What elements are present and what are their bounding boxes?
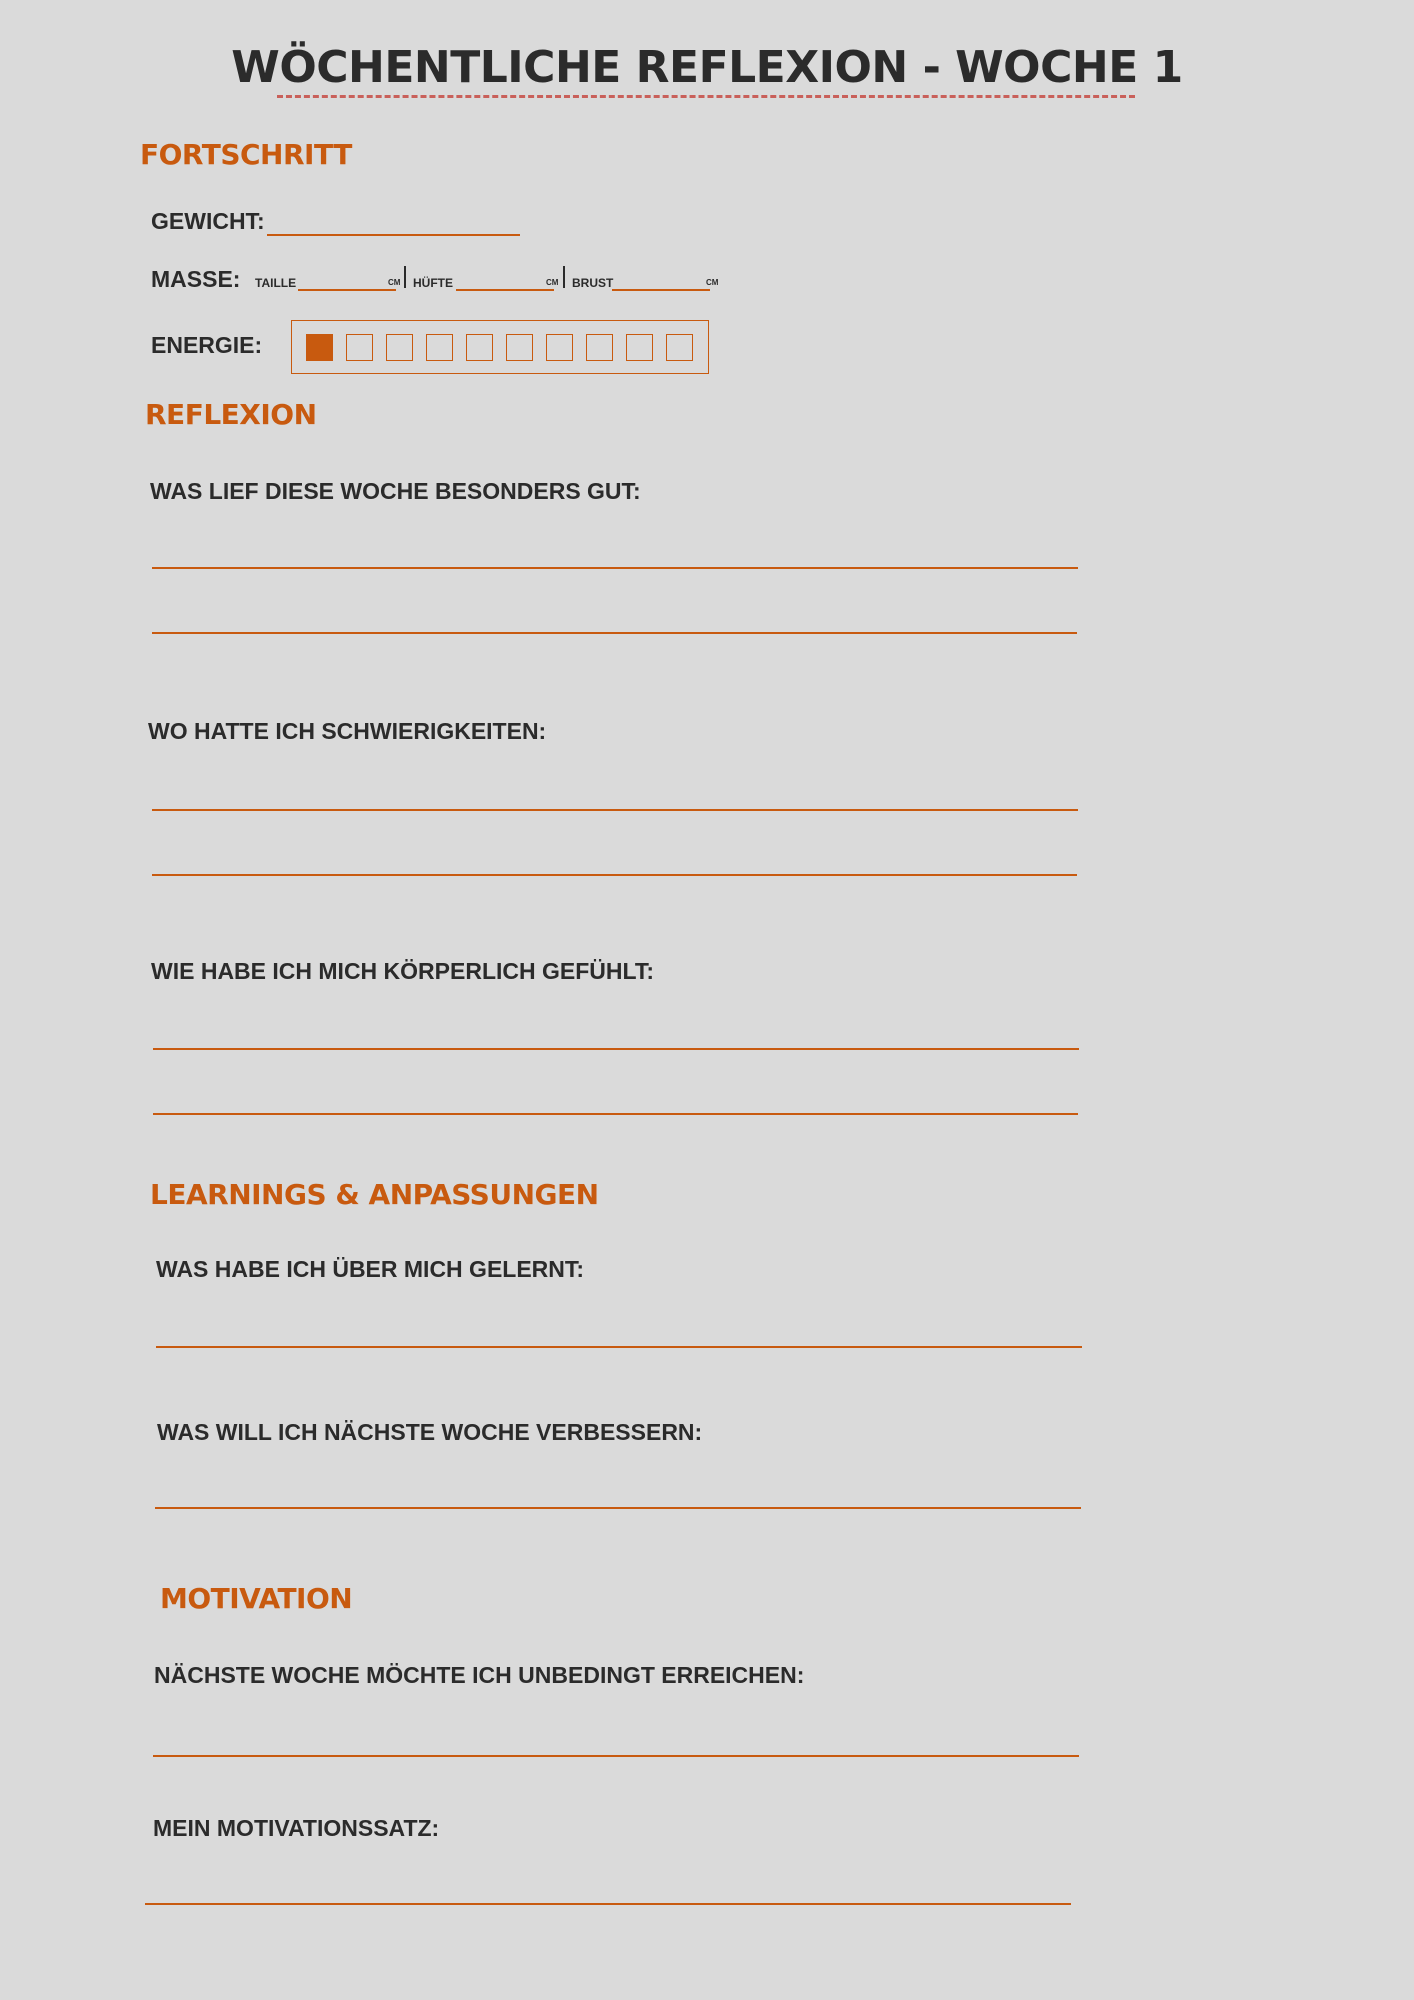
gewicht-input-line[interactable]	[267, 234, 520, 236]
energie-cell-10[interactable]	[666, 334, 693, 361]
answer-line[interactable]	[145, 1903, 1071, 1905]
energie-cell-6[interactable]	[506, 334, 533, 361]
answer-line[interactable]	[152, 632, 1077, 634]
masse-label: MASSE:	[151, 266, 241, 292]
huefte-label: HÜFTE	[413, 276, 453, 290]
taille-unit: CM	[388, 278, 401, 287]
answer-line[interactable]	[155, 1507, 1081, 1509]
answer-line[interactable]	[153, 1048, 1079, 1050]
huefte-input-line[interactable]	[456, 289, 554, 291]
question-label: WAS LIEF DIESE WOCHE BESONDERS GUT:	[150, 478, 641, 504]
energie-cell-3[interactable]	[386, 334, 413, 361]
masse-divider	[563, 266, 565, 288]
question-label: WO HATTE ICH SCHWIERIGKEITEN:	[148, 718, 547, 744]
energie-cell-7[interactable]	[546, 334, 573, 361]
answer-line[interactable]	[152, 567, 1078, 569]
brust-input-line[interactable]	[612, 289, 710, 291]
answer-line[interactable]	[152, 809, 1078, 811]
page-title: WÖCHENTLICHE REFLEXION - WOCHE 1	[231, 42, 1183, 93]
question-label: MEIN MOTIVATIONSSATZ:	[153, 1815, 440, 1841]
question-label: WAS HABE ICH ÜBER MICH GELERNT:	[156, 1256, 585, 1282]
energie-cell-9[interactable]	[626, 334, 653, 361]
energie-cell-2[interactable]	[346, 334, 373, 361]
answer-line[interactable]	[153, 1755, 1079, 1757]
taille-input-line[interactable]	[298, 289, 396, 291]
brust-label: BRUST	[572, 276, 614, 290]
answer-line[interactable]	[153, 1113, 1078, 1115]
energie-cell-5[interactable]	[466, 334, 493, 361]
answer-line[interactable]	[152, 874, 1077, 876]
energie-cell-1[interactable]	[306, 334, 333, 361]
section-heading-fortschritt: FORTSCHRITT	[140, 138, 352, 171]
question-label: WAS WILL ICH NÄCHSTE WOCHE VERBESSERN:	[157, 1419, 703, 1445]
title-underline	[277, 95, 1135, 98]
section-heading-reflexion: REFLEXION	[145, 398, 317, 431]
gewicht-label: GEWICHT:	[151, 208, 265, 234]
brust-unit: CM	[706, 278, 719, 287]
energie-rating	[291, 320, 709, 374]
question-label: WIE HABE ICH MICH KÖRPERLICH GEFÜHLT:	[151, 958, 655, 984]
energie-cell-4[interactable]	[426, 334, 453, 361]
huefte-unit: CM	[546, 278, 559, 287]
section-heading-motivation: MOTIVATION	[160, 1582, 353, 1615]
taille-label: TAILLE	[255, 276, 297, 290]
answer-line[interactable]	[156, 1346, 1082, 1348]
section-heading-learnings: LEARNINGS & ANPASSUNGEN	[150, 1178, 599, 1211]
question-label: NÄCHSTE WOCHE MÖCHTE ICH UNBEDINGT ERREICHEN:	[154, 1662, 805, 1688]
energie-cell-8[interactable]	[586, 334, 613, 361]
energie-label: ENERGIE:	[151, 332, 263, 358]
masse-divider	[404, 266, 406, 288]
